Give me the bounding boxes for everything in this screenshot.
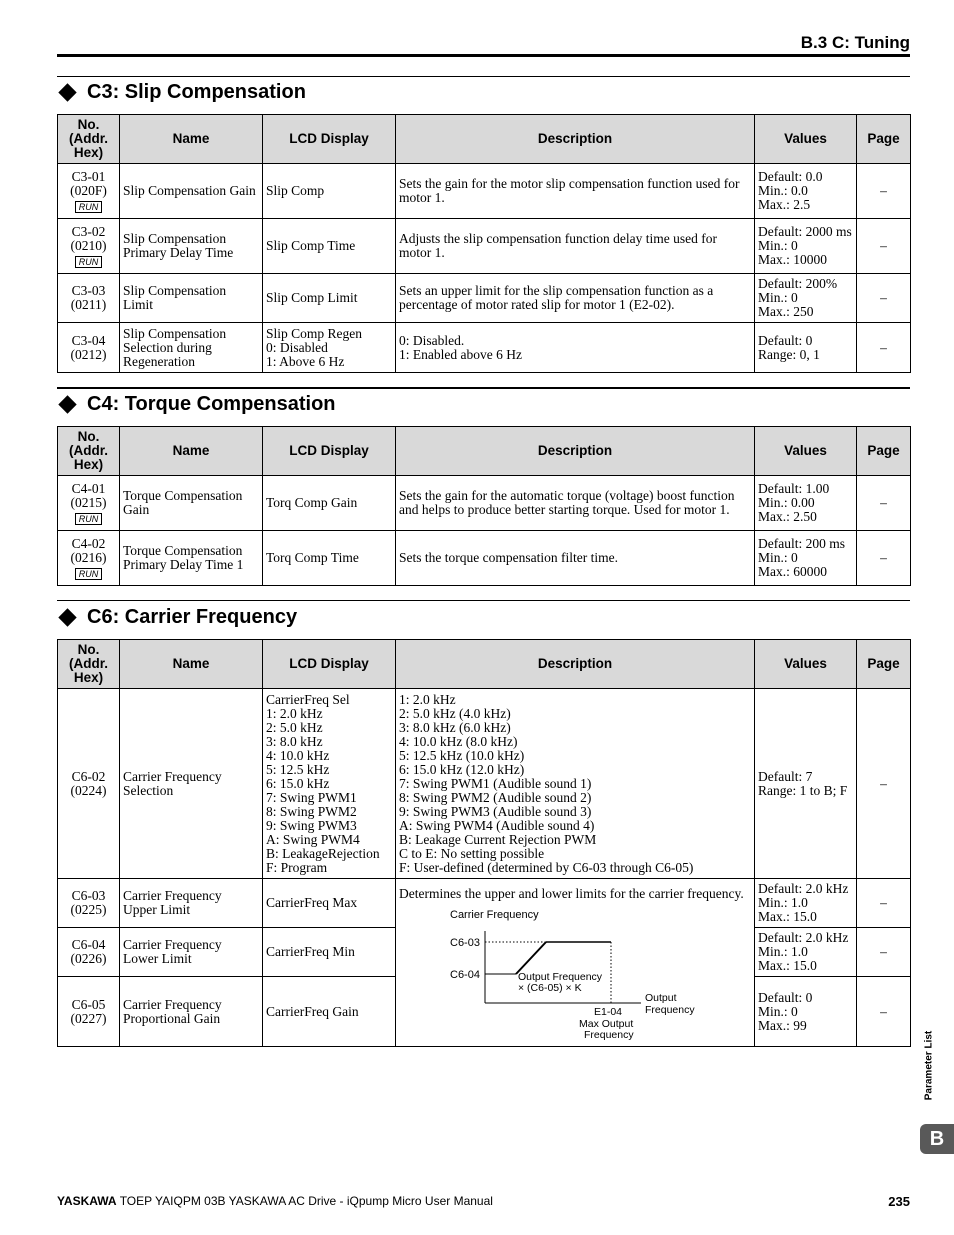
text-line: Sets an upper limit for the slip compensation function as a percentage of motor rated slip for motor 1 (E2-02). [399,283,714,312]
values-cell [755,689,857,879]
param-name-cell [120,531,263,586]
param-number-cell [58,928,120,977]
section-title: C3: Slip Compensation [87,80,306,103]
table-row [58,274,911,323]
text-line: 0: Disabled. [399,332,465,348]
diamond-bullet-icon [58,83,76,101]
text-line: F: Program [266,860,328,875]
param-number: C6-05 [71,996,106,1012]
text-line: 8: Swing PWM2 (Audible sound 2) [399,790,592,805]
appendix-tab: B [920,1124,954,1154]
lcd-display-cell [263,323,396,373]
footer-manual-title [57,1194,493,1209]
text-line: Default: 0.0 [758,169,823,184]
text-line: Max.: 10000 [758,252,827,267]
text-line: 6: 15.0 kHz (12.0 kHz) [399,762,525,777]
text-line: A: Swing PWM4 (Audible sound 4) [399,818,595,833]
diagram-y-axis-label: Carrier Frequency [450,908,539,921]
column-header-lcd: LCD Display [263,427,396,476]
text-line: Torq Comp Time [266,550,359,565]
text-line: Max.: 15.0 [758,958,817,973]
diamond-bullet-icon [58,608,76,626]
text-line: 7: Swing PWM1 (Audible sound 1) [399,776,592,791]
param-name-cell [120,274,263,323]
values-cell [755,476,857,531]
table-header-row [58,115,911,164]
param-number-cell [58,977,120,1047]
param-number: C3-03 [71,283,106,298]
param-address: (020F) [70,182,107,198]
param-number-cell [58,476,120,531]
shared-description: Determines the upper and lower limits for the carrier frequency. [399,885,744,901]
text-line: 3: 8.0 kHz [266,734,323,749]
table-row [58,879,911,928]
param-address: (0216) [70,549,107,565]
text-line: Min.: 0 [758,290,798,305]
text-line: Primary Delay Time 1 [123,557,244,572]
param-number-cell [58,531,120,586]
lcd-display-cell [263,689,396,879]
lcd-display-cell [263,164,396,219]
text-line: Carrier Frequency [123,937,222,952]
description-cell [396,274,755,323]
diagram-lower-limit-label: C6-04 [450,968,480,981]
text-line: Default: 0 [758,989,813,1005]
column-header-name: Name [120,640,263,689]
table-header-row [58,640,911,689]
column-header-lcd: LCD Display [263,115,396,164]
run-badge: RUN [75,568,103,580]
text-line: C to E: No setting possible [399,846,545,861]
text-line: 2: 5.0 kHz (4.0 kHz) [399,706,511,721]
text-line: F: User-defined (determined by C6-03 through C6-05) [399,860,694,875]
param-address: (0210) [70,237,107,253]
table-row [58,531,911,586]
description-cell [396,689,755,879]
diagram-upper-limit-label: C6-03 [450,936,480,949]
text-line: Max.: 250 [758,304,814,319]
param-name-cell [120,928,263,977]
param-address: (0224) [70,782,107,798]
text-line: Adjusts the slip compensation function delay time used for motor 1. [399,231,717,260]
c3-parameter-table [57,114,911,373]
shared-description-cell [396,879,755,1047]
column-header-page: Page [857,640,911,689]
text-line: Slip Comp Time [266,238,356,253]
param-number-cell [58,274,120,323]
column-header-no: No. (Addr. Hex) [58,115,120,164]
text-line: Gain [123,502,150,517]
column-header-values: Values [755,115,857,164]
text-line: Carrier Frequency [123,996,222,1012]
lcd-display-cell [263,219,396,274]
c6-parameter-table [57,639,911,1047]
text-line: Torq Comp Gain [266,495,358,510]
param-number: C3-04 [71,332,106,348]
run-badge: RUN [75,256,103,268]
column-header-values: Values [755,640,857,689]
diagram-x-tick-label: Frequency [584,1028,634,1041]
page-cell: – [857,323,911,373]
table-row [58,219,911,274]
param-number: C3-01 [71,168,106,184]
text-line: A: Swing PWM4 [266,832,360,847]
text-line: 0: Disabled [266,339,328,355]
param-name-cell [120,219,263,274]
diamond-bullet-icon [58,395,76,413]
page-cell: – [857,977,911,1047]
page-cell: – [857,219,911,274]
values-cell [755,219,857,274]
param-number: C6-02 [71,768,106,784]
text-line: Limit [123,297,153,312]
section-heading-c3 [57,79,306,105]
text-line: Slip Comp Regen [266,325,363,341]
section-title: C6: Carrier Frequency [87,605,298,628]
diagram-x-tick-label: E1-04 [594,1005,623,1018]
param-name-cell [120,879,263,928]
text-line: Torque Compensation [123,543,243,558]
lcd-display-cell [263,476,396,531]
page-cell: – [857,879,911,928]
text-line: Torque Compensation [123,488,243,503]
header-rule [57,54,910,57]
text-line: Slip Comp Limit [266,290,358,305]
column-header-description: Description [396,115,755,164]
column-header-description: Description [396,640,755,689]
text-line: 1: 2.0 kHz [266,706,323,721]
text-line: 1: Above 6 Hz [266,353,345,369]
text-line: CarrierFreq Sel [266,692,350,707]
text-line: 4: 10.0 kHz (8.0 kHz) [399,734,518,749]
text-line: Sets the torque compensation filter time. [399,550,618,565]
param-address: (0226) [70,951,107,966]
table-header-row [58,427,911,476]
values-cell [755,928,857,977]
column-header-description: Description [396,427,755,476]
text-line: Default: 1.00 [758,481,830,496]
lcd-display-cell [263,531,396,586]
text-line: Max.: 15.0 [758,909,817,924]
text-line: Max.: 2.5 [758,197,811,212]
text-line: Min.: 0.0 [758,183,808,198]
param-number-cell [58,689,120,879]
text-line: Range: 0, 1 [758,346,820,362]
page-cell: – [857,689,911,879]
text-line: 8: Swing PWM2 [266,804,357,819]
page-number: 235 [888,1194,910,1209]
column-header-no: No. (Addr. Hex) [58,640,120,689]
diagram-slope-line [516,942,546,974]
text-line: Default: 7 [758,768,813,784]
text-line: 6: 15.0 kHz [266,776,330,791]
table-row [58,323,911,373]
lcd-display-cell [263,274,396,323]
param-name-cell [120,476,263,531]
text-line: Slip Compensation [123,231,227,246]
diagram-x-tick-label: Max Output [579,1017,634,1030]
column-header-name: Name [120,115,263,164]
param-number: C4-02 [71,535,106,551]
text-line: Upper Limit [123,902,191,917]
page-cell: – [857,164,911,219]
text-line: Slip Compensation Gain [123,183,256,198]
description-cell [396,323,755,373]
run-badge: RUN [75,513,103,525]
footer-brand: YASKAWA [57,1194,117,1208]
text-line: 3: 8.0 kHz (6.0 kHz) [399,720,511,735]
side-label-text: Parameter List [923,1030,935,1101]
page-header-title: B.3 C: Tuning [800,33,910,52]
text-line: Min.: 0 [758,238,798,253]
table-row [58,476,911,531]
column-header-no: No. (Addr. Hex) [58,427,120,476]
section-rule [57,76,910,77]
column-header-name: Name [120,427,263,476]
section-rule [57,387,910,389]
text-line: Selection during [123,339,212,355]
text-line: 1: Enabled above 6 Hz [399,346,522,362]
page-footer [57,1194,910,1209]
table-row [58,689,911,879]
text-line: Min.: 0.00 [758,495,815,510]
values-cell [755,323,857,373]
diagram-slope-label: Output Frequency [518,970,603,983]
text-line: Default: 2000 ms [758,224,852,239]
text-line: Default: 2.0 kHz [758,881,849,896]
carrier-frequency-diagram [436,901,736,1041]
text-line: Sets the gain for the motor slip compensation function used for motor 1. [399,176,740,205]
text-line: Max.: 2.50 [758,509,817,524]
run-badge: RUN [75,201,103,213]
param-address: (0211) [70,297,107,312]
lcd-display-cell: CarrierFreq Min [263,928,396,977]
values-cell [755,164,857,219]
param-address: (0225) [70,902,107,917]
text-line: Slip Compensation [123,283,227,298]
param-name-cell [120,323,263,373]
text-line: 9: Swing PWM3 (Audible sound 3) [399,804,592,819]
param-name-cell [120,689,263,879]
param-number-cell [58,164,120,219]
page-cell: – [857,274,911,323]
param-address: (0212) [70,346,107,362]
values-cell [755,977,857,1047]
text-line: 7: Swing PWM1 [266,790,357,805]
text-line: Default: 2.0 kHz [758,930,849,945]
param-address: (0215) [70,494,107,510]
page-cell: – [857,531,911,586]
text-line: Carrier Frequency [123,888,222,903]
column-header-values: Values [755,427,857,476]
column-header-page: Page [857,115,911,164]
param-name-cell [120,977,263,1047]
section-rule [57,600,910,601]
text-line: Max.: 99 [758,1017,807,1033]
diagram-x-axis-label: Frequency [645,1003,695,1016]
text-line: 4: 10.0 kHz [266,748,330,763]
param-number: C3-02 [71,223,106,239]
description-cell [396,219,755,274]
text-line: Min.: 1.0 [758,944,808,959]
param-address: (0227) [70,1010,107,1026]
text-line: Min.: 0 [758,550,798,565]
side-section-label [922,1025,936,1109]
description-cell [396,476,755,531]
param-number-cell [58,219,120,274]
values-cell [755,531,857,586]
text-line: Range: 1 to B; F [758,782,848,798]
text-line: Carrier Frequency [123,768,222,784]
section-heading-c4 [57,391,336,417]
footer-text: TOEP YAIQPM 03B YASKAWA AC Drive - iQpump Micro User Manual [116,1194,493,1208]
param-number: C4-01 [71,480,106,496]
param-number-cell [58,323,120,373]
description-cell [396,531,755,586]
column-header-lcd: LCD Display [263,640,396,689]
param-number-cell [58,879,120,928]
text-line: Default: 200% [758,276,838,291]
param-name-cell [120,164,263,219]
section-heading-c6 [57,604,297,630]
text-line: Default: 0 [758,332,813,348]
table-row [58,164,911,219]
values-cell [755,274,857,323]
column-header-page: Page [857,427,911,476]
text-line: Min.: 0 [758,1003,798,1019]
text-line: Proportional Gain [123,1010,221,1026]
text-line: 2: 5.0 kHz [266,720,323,735]
section-title: C4: Torque Compensation [87,392,336,415]
page-cell: – [857,476,911,531]
text-line: Min.: 1.0 [758,895,808,910]
text-line: 5: 12.5 kHz (10.0 kHz) [399,748,525,763]
diagram-slope-label: × (C6-05) × K [518,981,582,994]
param-number: C6-04 [71,937,106,952]
lcd-display-cell: CarrierFreq Gain [263,977,396,1047]
diagram-x-axis-label: Output [645,991,677,1004]
text-line: Max.: 60000 [758,564,827,579]
param-number: C6-03 [71,888,106,903]
text-line: Slip Comp [266,183,325,198]
lcd-display-cell: CarrierFreq Max [263,879,396,928]
text-line: 1: 2.0 kHz [399,692,456,707]
text-line: Regeneration [123,353,195,369]
page-cell: – [857,928,911,977]
text-line: Default: 200 ms [758,536,845,551]
text-line: B: LeakageRejection [266,846,380,861]
text-line: 5: 12.5 kHz [266,762,330,777]
text-line: Lower Limit [123,951,192,966]
values-cell [755,879,857,928]
c4-parameter-table [57,426,911,586]
text-line: Selection [123,782,174,798]
text-line: 9: Swing PWM3 [266,818,357,833]
text-line: Sets the gain for the automatic torque (voltage) boost function and helps to produce better starting torque. Used for motor 1. [399,488,735,517]
text-line: Primary Delay Time [123,245,234,260]
text-line: Slip Compensation [123,325,227,341]
description-cell [396,164,755,219]
text-line: B: Leakage Current Rejection PWM [399,832,597,847]
